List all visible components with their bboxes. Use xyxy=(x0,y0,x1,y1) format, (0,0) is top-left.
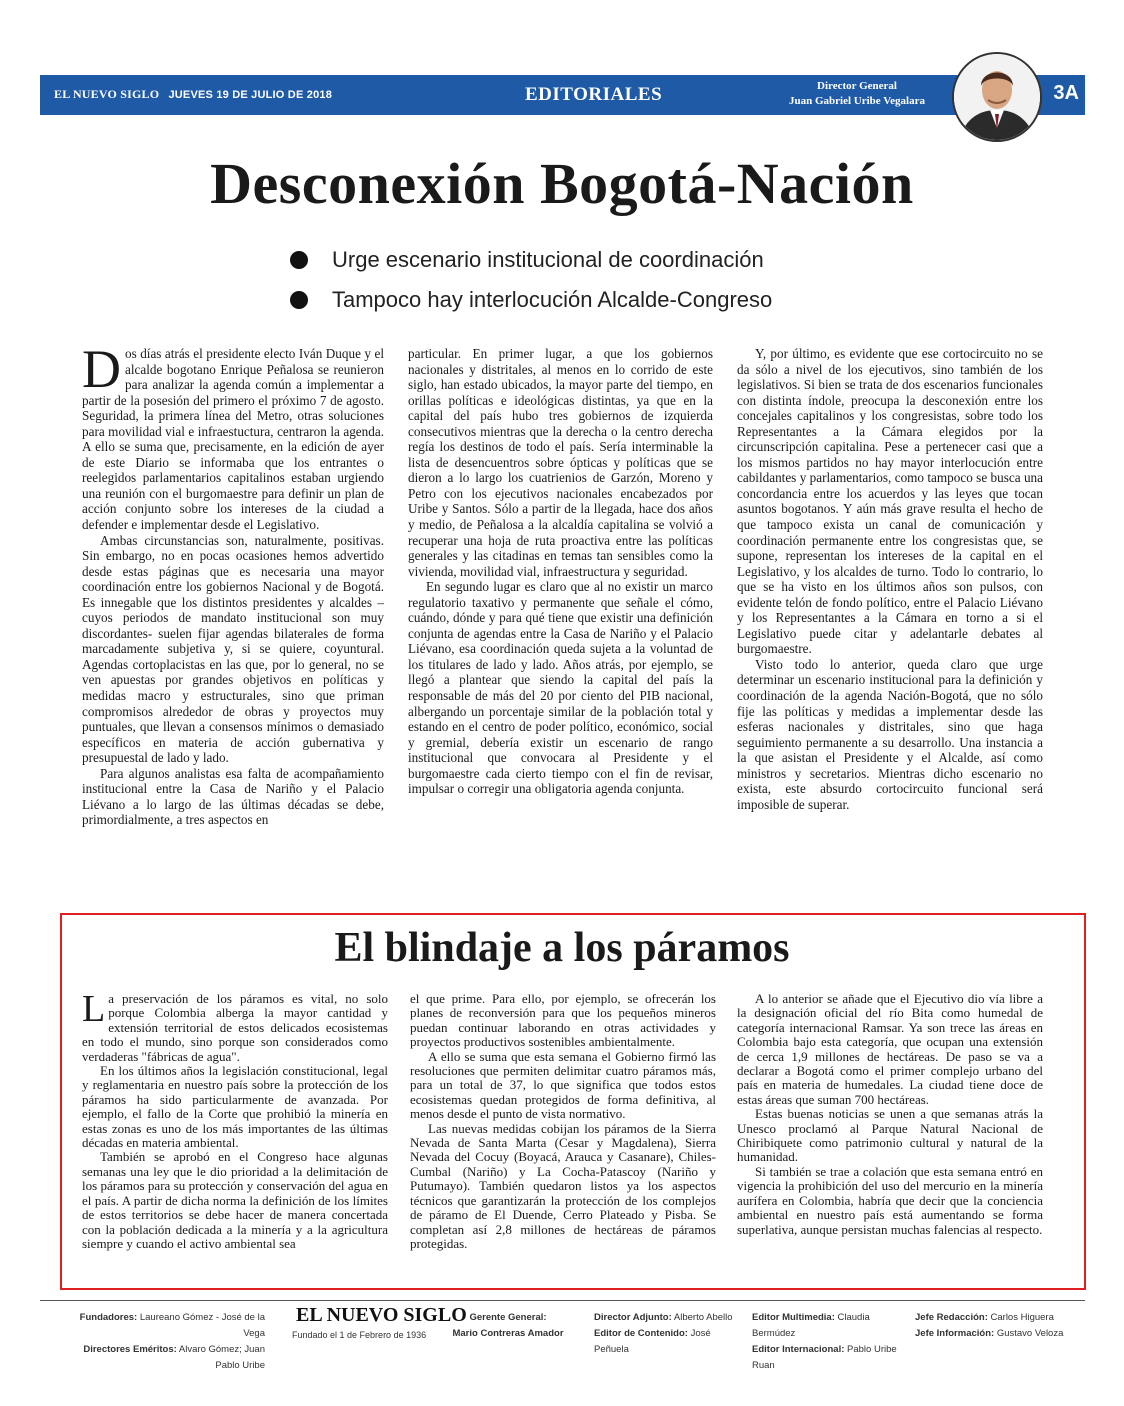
bullet-item: Tampoco hay interlocución Alcalde-Congreso xyxy=(290,280,772,320)
paragraph: Si también se trae a colación que esta semana entró en vigencia la prohibición del uso del mercurio en la minería aurífera en Colombia, habría que decir que la conciencia ambiental en nuestro país está aumentando se forma superlativa, aunque persistan muchas falencias al respecto. xyxy=(737,1163,1043,1237)
bullet-dot-icon xyxy=(290,251,308,269)
dropcap: L xyxy=(82,988,106,1030)
article2-column-3 xyxy=(737,992,1043,1237)
paragraph: Visto todo lo anterior, queda claro que urge determinar un escenario institucional para la definición y coordinación de la agenda Nación-Bogotá, que no sólo fije las políticas y medidas a implementar desde las esferas nacionales y distritales, sino que haga seguimiento permanente a su desarrollo. Una instancia a la que asistan el Presidente y el Alcalde, así como ministros y secretarios. Mientras dicho escenario no exista, este absurdo cortocircuito funcional será imposible de superar. xyxy=(737,656,1043,812)
footer-editors-3: Jefe Redacción: Carlos Higuera Jefe Información: Gustavo Veloza xyxy=(915,1312,1064,1339)
director-name: Juan Gabriel Uribe Vegalara xyxy=(789,95,925,107)
paragraph: Las nuevas medidas cobijan los páramos de la Sierra Nevada de Santa Marta (Cesar y Magdalena), Sierra Nevada del Cocuy (Boyacá, Arauca y Casanare), Chiles-Cumbal (Nariño) y La Cocha-Patascoy (Nariño y Putumayo). También quedaron listos ya los aspectos técnicos que garantizarán la protección de los complejos de páramo de El Duende, Cerro Plateado y Pisba. Se completan así 2,8 millones de hectáreas de páramos protegidas. xyxy=(410,1120,716,1251)
footer-editors-2: Editor Multimedia: Claudia Bermúdez Editor Internacional: Pablo Uribe Ruan xyxy=(752,1312,897,1371)
bullet-item: Urge escenario institucional de coordinación xyxy=(290,240,772,280)
footer-founders: Fundadores: Laureano Gómez - José de la Vega Directores Eméritos: Alvaro Gómez; Juan Pablo Uribe xyxy=(79,1312,265,1371)
article1-column-1 xyxy=(82,339,384,828)
paragraph: En los últimos años la legislación constitucional, legal y reglamentaria en nuestro país sobre la protección de los páramos ha sido particularmente de avanzada. Por ejemplo, el fallo de la Corte que prohibió la minería en estas zonas es uno de los más importantes de las últimas décadas en materia ambiental. xyxy=(82,1063,388,1151)
paragraph: En segundo lugar es claro que al no existir un marco regulatorio taxativo y permanente que señale el cómo, cuándo, dónde y para qué tiene que existir una definición conjunta de agendas entre la Casa de Nariño y el Palacio Liévano, esa coordinación queda sujeta a la voluntad de los titulares de lado y lado. Años atrás, por ejemplo, se llegó a plantear que siendo la capital del país la responsable de más del 20 por ciento del PIB nacional, albergando un porcentaje similar de la población total y estando en el centro de poder político, económico, social y gremial, debería existir un escenario de rango institucional que convocara al Presidente y el burgomaestre cada cierto tiempo con el fin de revisar, impulsar o corregir una obligatoria agenda conjunta. xyxy=(408,579,713,797)
paragraph: Para algunos analistas esa falta de acompañamiento institucional entre la Casa de Nariño y el Palacio Liévano a lo largo de las últimas décadas se debe, primordialmente, a tres aspectos en xyxy=(82,765,384,828)
issue-date: JUEVES 19 DE JULIO DE 2018 xyxy=(168,89,333,101)
header-bar xyxy=(40,75,1085,115)
masthead-left xyxy=(54,87,332,102)
paper-name: EL NUEVO SIGLO xyxy=(54,87,160,101)
article2-column-2 xyxy=(410,992,716,1251)
footer-editors-1: Director Adjunto: Alberto Abello Editor de Contenido: José Peñuela xyxy=(594,1312,733,1355)
editorial-headline: Desconexión Bogotá-Nación xyxy=(210,151,914,216)
paragraph: A lo anterior se añade que el Ejecutivo dio vía libre a la designación oficial del río Bita como humedal de categoría internacional Ramsar. Ya son trece las áreas en Colombia bajo esta categoría, que ocupan una extensión de cerca 1,9 millones de hectáreas. De paso se va a declarar a Bogotá como el primer complejo urbano del país en materia de humedales. La ciudad tiene doce de estas áreas que suman 700 hectáreas. xyxy=(737,991,1043,1107)
paragraph: Dos días atrás el presidente electo Iván Duque y el alcalde bogotano Enrique Peñalosa se reunieron para analizar la agenda común a implementar a partir de la posesión del primero el próximo 7 de agosto. Seguridad, la primera línea del Metro, otras soluciones para movilidad vial e infraestuctura, centraron la agenda. A ello se suma que, precisamente, en la edición de ayer de este Diario se informaba que los entrantes o reelegidos parlamentarios capitalinos estaban urgiendo una reunión con el burgomaestre para definir un plan de acción conjunto sobre los intereses de la ciudad a defender e implementar desde el Legislativo. xyxy=(82,339,384,533)
paragraph: Y, por último, es evidente que ese cortocircuito no se da sólo a nivel de los ejecutivos, sino también de los legislativos. Si bien se trata de dos escenarios funcionales con distinta índole, preocupa la desconexión entre los concejales capitalinos y los congresistas, sobre todo los Representantes a la Cámara elegidos por la circunscripción capitalina. Pese a pertenecer casi que a los mismos partidos no hay mayor interlocución entre cabildantes y parlamentarios, como tampoco se busca una concordancia entre los acuerdos y las leyes que tocan asuntos bogotanos. Y aún más grave resulta el hecho de que tampoco exista un canal de comunicación y coordinación permanente entre los congresistas que, se supone, representan los intereses de la capital en el Legislativo, y los alcaldes de turno. Todo lo contrario, lo que se ha visto en los últimos años son pulsos, con evidente telón de fondo político, entre el Palacio Liévano y los Representantes a la Cámara en torno a si el Legislativo puede citar y adelantarle debates al burgomaestre. xyxy=(737,346,1043,657)
bullet-dot-icon xyxy=(290,291,308,309)
footer-manager: Gerente General: Mario Contreras Amador xyxy=(452,1312,564,1339)
article1-column-3 xyxy=(737,346,1043,812)
paragraph: A ello se suma que esta semana el Gobierno firmó las resoluciones que permiten delimitar cuatro páramos más, para un total de 37, lo que significa que todos estos ecosistemas quedan protegidos de forma definitiva, al menos desde el punto de vista normativo. xyxy=(410,1048,716,1122)
dropcap: D xyxy=(82,339,121,399)
paragraph: La preservación de los páramos es vital, no solo porque Colombia alberga la mayor cantidad y extensión territorial de estos delicados ecosistemas en todo el mundo, sino porque son considerados como verdaderas "fábricas de agua". xyxy=(82,988,388,1064)
paragraph: También se aprobó en el Congreso hace algunas semanas una ley que le dio prioridad a la delimitación de los páramos para su protección y conservación del agua en el país. A partir de dicha norma la definición de los límites de estos territorios se debe hacer de manera concertada con la población dedicada a la minería y a la agricultura siempre y cuando el activo ambiental sea xyxy=(82,1149,388,1251)
paragraph: Estas buenas noticias se unen a que semanas atrás la Unesco proclamó al Parque Natural Nacional de Chiribiquete como patrimonio cultural y natural de la humanidad. xyxy=(737,1106,1043,1165)
director-portrait xyxy=(952,52,1042,142)
paragraph: Ambas circunstancias son, naturalmente, positivas. Sin embargo, no en pocas ocasiones hemos advertido desde estas páginas que es necesaria una mayor coordinación entre los gobiernos Nacional y de Bogotá. Es innegable que los distintos presidentes y alcaldes –cuyos periodos de mandato institucional son muy discordantes- suelen fijar agendas bilaterales de forma marcadamente subjetiva y, si se quiere, coyuntural. Agendas cortoplacistas en las que, por lo general, no se ven apuestas por grandes objetivos en políticas y medidas macro y estructurales, sino que priman compromisos alrededor de obras y proyectos muy puntuales, que llevan a consensos mínimos o demasiado específicos en materia de acción gubernativa y presupuestal de lado y lado. xyxy=(82,532,384,766)
article1-column-2 xyxy=(408,346,713,797)
section-title: EDITORIALES xyxy=(525,84,663,105)
director-credit xyxy=(789,79,925,109)
founded-date: Fundado el 1 de Febrero de 1936 xyxy=(292,1330,427,1340)
article2-column-1 xyxy=(82,988,388,1251)
page-number: 3A xyxy=(1053,82,1079,104)
footer-rule xyxy=(40,1300,1085,1301)
headline-bullets xyxy=(290,240,772,320)
article2-headline: El blindaje a los páramos xyxy=(334,925,790,971)
paragraph: el que prime. Para ello, por ejemplo, se ofrecerán los planes de reconversión para que los pequeños mineros puedan continuar laborando en otras actividades y proyectos productivos sostenibles ambientalmente. xyxy=(410,991,716,1050)
newspaper-logo: EL NUEVO SIGLO xyxy=(296,1304,467,1326)
director-role: Director General xyxy=(817,80,897,92)
paragraph: particular. En primer lugar, a que los gobiernos nacionales y distritales, al menos en lo corrido de este siglo, han estado ubicados, la mayor parte del tiempo, en orillas políticas e ideológicas distintas, ya que en la capital del país hubo tres gobiernos de izquierda consecutivos mientras que la derecha o la centro derecha regía los destinos de todo el país. Sería interminable la lista de desencuentros sobre ópticas y políticas que se dieron a lo largo los cuatrienios de Garzón, Moreno y Petro con los ejecutivos nacionales encabezados por Uribe y Santos. Sólo a partir de la llegada, hace dos años y medio, de Peñalosa a la alcaldía capitalina se volvió a recuperar una hoja de ruta proactiva entre las políticas generales y las citadinas en temas tan sensibles como la vivienda, movilidad vial, infraestructura y seguridad. xyxy=(408,346,713,579)
